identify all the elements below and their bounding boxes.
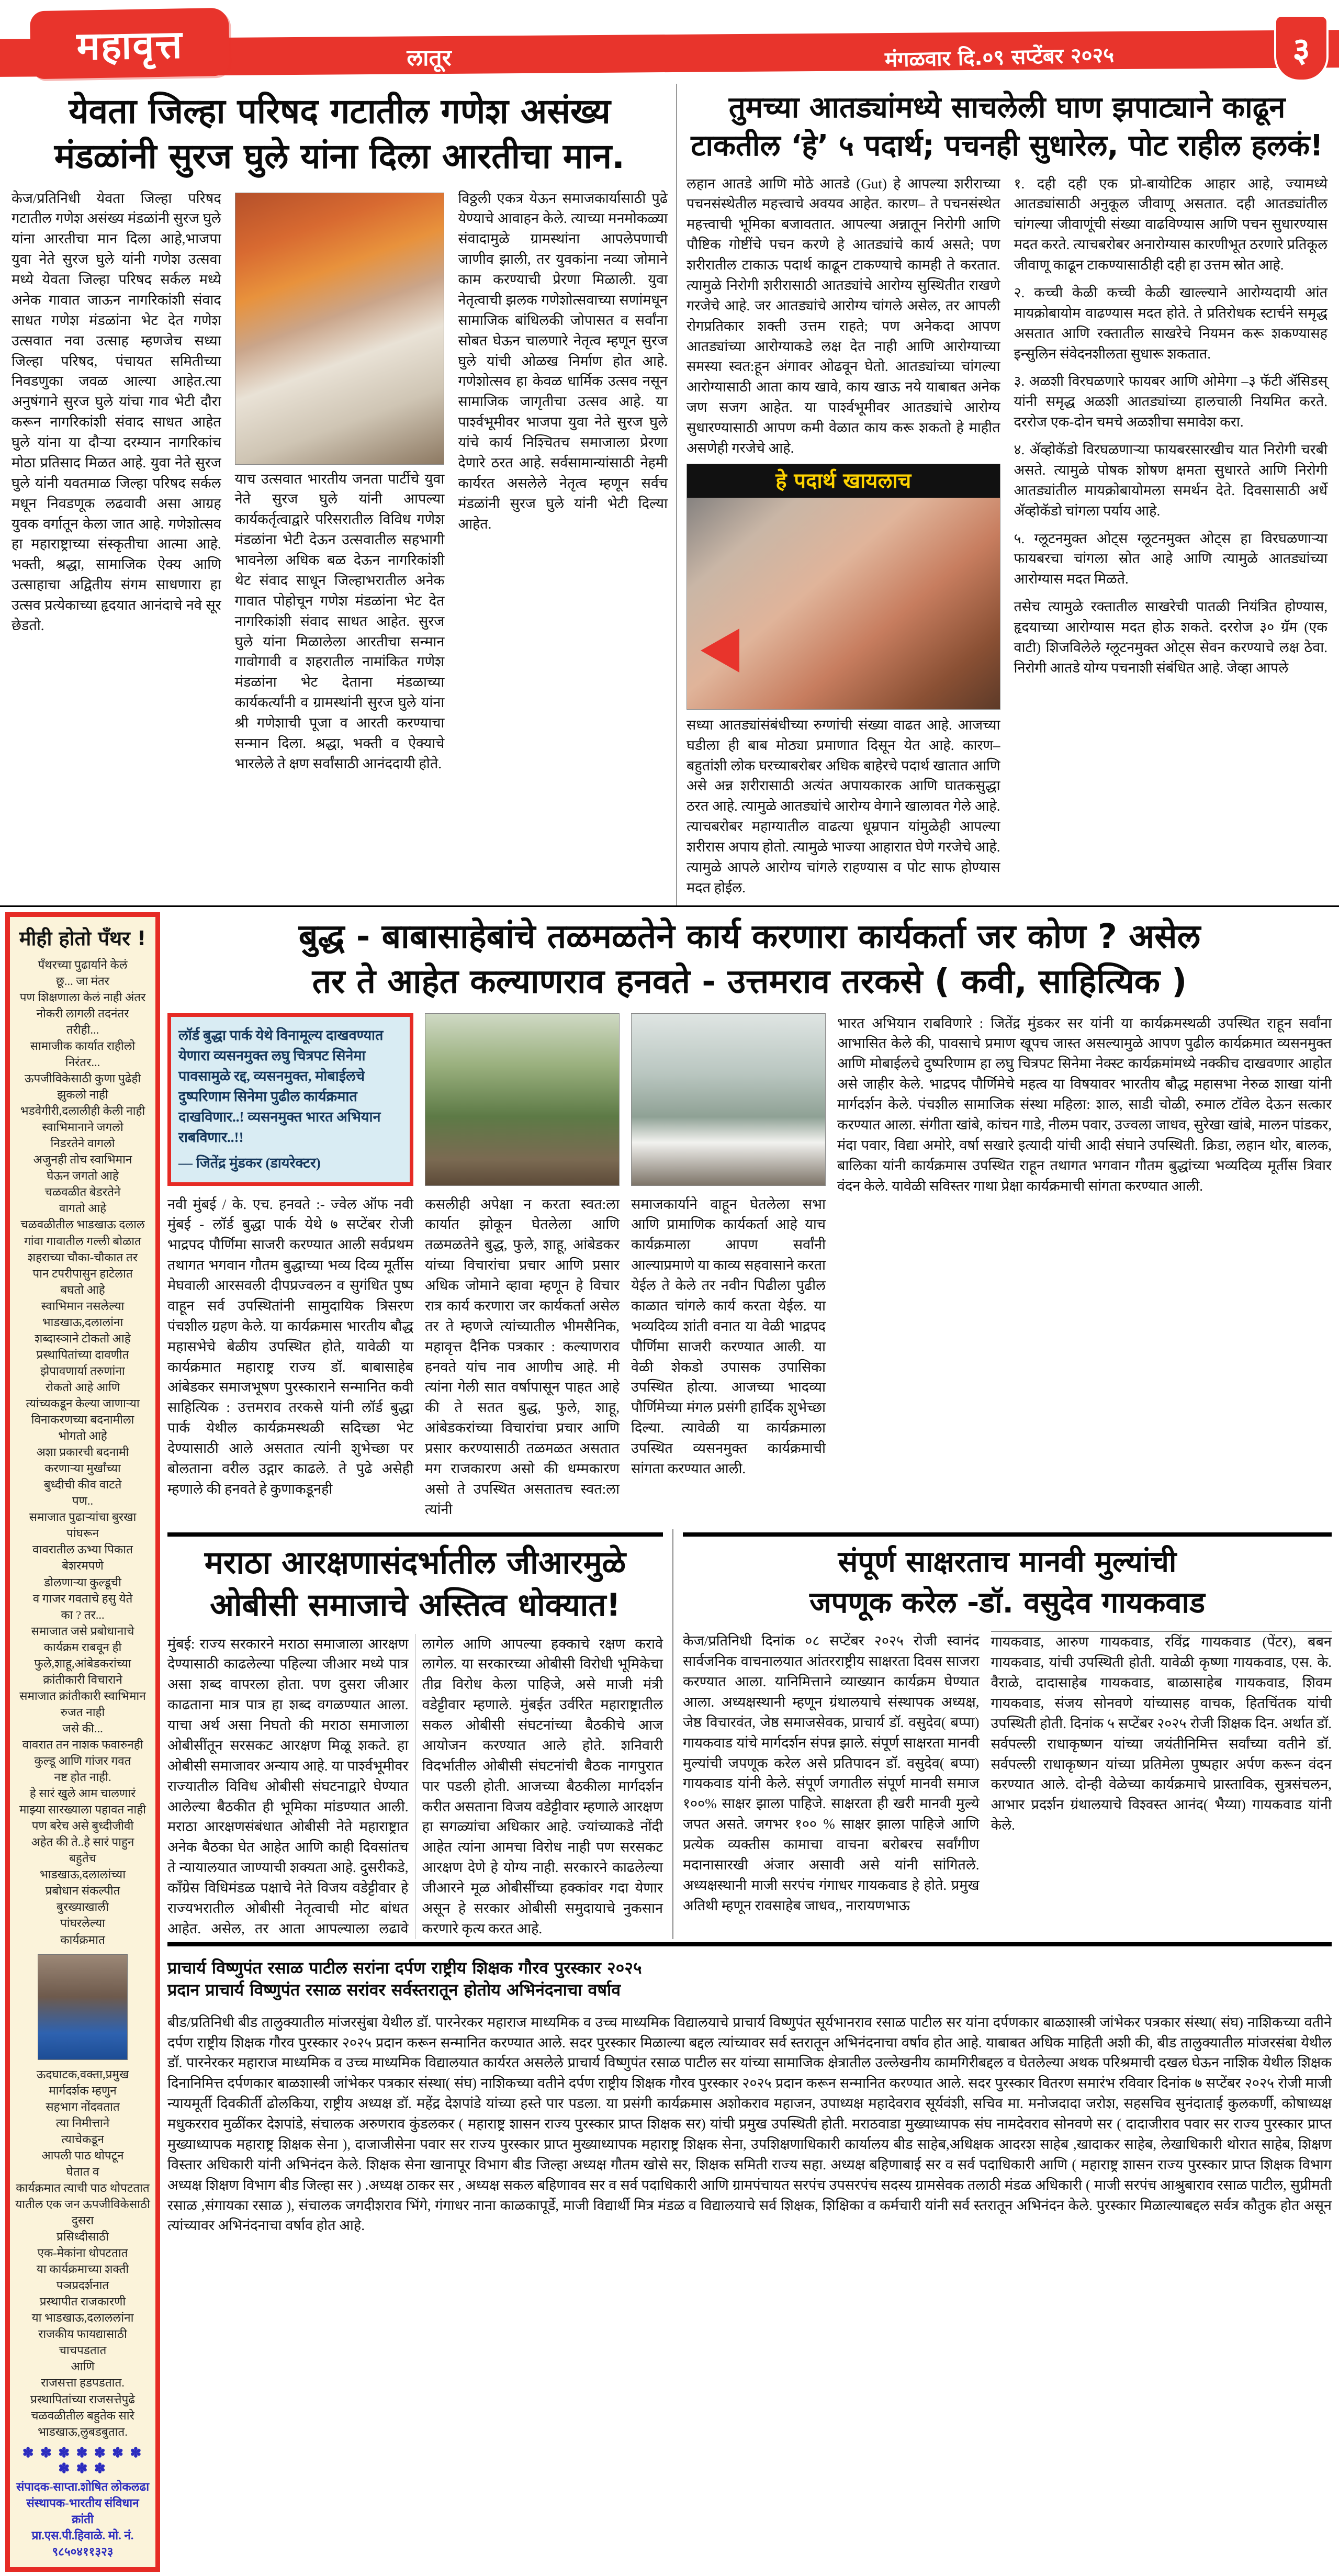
poem-lines-2: ऊदघाटक,वक्ता,प्रमुख मार्गदर्शक म्हणुन सहभाग नोंदवतात त्या निमीत्ताने त्याचेकडून आपली पाठ थोपटून घेतात व कार्यक्रमात त्याची पाठ थोपटतात यातील एक जन ऊपजीविकेसाठी दुसरा प्रसिध्दीसाठी एक-मेकांना धोपटतात या कार्यक्रमाच्या शक्ती पञप्रदर्शनात प्रस्थापीत राजकारणी या भाडखाऊ,दलाललांना राजकीय फायद्यासाठी चाचपडतात आणि राजसत्ता हडपडतात. प्रस्थापितांच्या राजसत्तेपुढे चळवळीतील बहुतेक सारे भाडखाऊ,लुबडबुतात.: [15, 2067, 150, 2438]
buddha-park-photo-2: [631, 1013, 826, 1186]
poem-footer: संपादक-साप्ता.शोषित लोकलढा संस्थापक-भारतीय संविधान क्रांती प्रा.एस.पी.हिवाळे. मो. नं. ९८५०४११३२३: [16, 2480, 150, 2558]
saksharta-body-col1: केज/प्रतिनिधी दिनांक ०८ सप्टेंबर २०२५ रोजी स्वानंद सार्वजनिक वाचनालयात आंतरराष्ट्रीय साक्षरता दिवस साजरा करण्यात आला. यानिमित्ताने व्याख्यान कार्यक्रम घेण्यात आला. अध्यक्षस्थानी म्हणून ग्रंथालयाचे संस्थापक अध्यक्ष, जेष्ठ विचारवंत, जेष्ठ समाजसेवक, प्राचार्य डॉ. वसुदेव( बप्पा) गायकवाड यांचे मार्गदर्शन संपन्न झाले. संपूर्ण साक्षरता मानवी मुल्यांची जपणूक करेल असे प्रतिपादन डॉ. वसुदेव( बप्पा) गायकवाड यांनी केले. संपूर्ण जगातील संपूर्ण मानवी समाज १००% साक्षर झाला पाहिजे. साक्षरता ही खरी मानवी मुल्ये जपत असते. जगभर १०० % साक्षर झाला पाहिजे आणि प्रत्येक व्यक्तीस कामाचा वाचना बरोबरच सर्वांगीण मदानासारखी अंजार असावी असे यांनी सांगितले. अध्यक्षस्थानी माजी सरपंच गंगाधर गायकवाड हे होते. प्रमुख अतिथी म्हणून रावसाहेब जाधव,, नारायणभाऊ: [683, 1633, 980, 1913]
poem-title: मीही होतो पँथर !: [19, 926, 147, 950]
maratha-headline: मराठा आरक्षणासंदर्भातील जीआरमुळे ओबीसी समाजाचे अस्तित्व धोक्यात!: [204, 1544, 626, 1623]
saksharta-body-col2: गायकवाड, आरुण गायकवाड, रविंद्र गायकवाड (पेंटर), बबन गायकवाड, यांची उपस्थिती होती. यावेळी कृष्णा गायकवाड, एस. के. वैराळे, दादासाहेब गायकवाड, बाळासाहेब गायकवाड, शिवम गायकवाड, संजय सोनवणे यांच्यासह वाचक, हितचिंतक यांची उपस्थिती होती. दिनांक ५ सप्टेंबर २०२५ रोजी शिक्षक दिन. अर्थात डॉ. सर्वपल्ली राधाकृष्णन यांच्या जयंतीनिमित्त सर्वांच्या वतीने डॉ. सर्वपल्ली राधाकृष्णन यांच्या प्रतिमेला पुष्पहार अर्पण करून वंदन करण्यात आले. दोन्ही वेळेच्या कार्यक्रमाचे प्रास्ताविक, सुत्रसंचलन, आभार प्रदर्शन ग्रंथालयाचे विश्वस्त आनंद( भैय्या) गायकवाड यांनी केले.: [991, 1634, 1332, 1833]
top-band: [0, 84, 1339, 907]
ganesh-mandal-photo: [235, 193, 445, 465]
buddha-headline: बुद्ध - बाबासाहेबांचे तळमळतेने कार्य करणारा कार्यकर्ता जर कोण ? असेल तर ते आहेत कल्याणराव हनवते - उत्तमराव तरकसे ( कवी, साहित्यिक ): [298, 917, 1201, 1002]
page-number-badge: [1274, 15, 1329, 82]
section-rule: [167, 1532, 663, 1537]
edition-name: लातूर: [407, 44, 452, 71]
poem-lines: पँथरच्या पुढार्याने केलं छू... जा मंतर पण शिक्षणाला केलं नाही अंतर नोकरी लागली तदनंतर तरीही... सामाजीक कार्यात राहीलो निरंतर... ऊपजीविकेसाठी कुणा पुढेही झुकलो नाही भडवेगीरी,दलालीही केली नाही स्वाभिमानाने जगलो निडरतेने वागलो अजुनही तोच स्वाभिमान घेऊन जगतो आहे चळवळीत बेडरतेने वागतो आहे चळवळीतील भाडखाऊ दलाल गांवा गावातील गल्ली बोळात शहराच्या चौका-चौकात तर पान टपरीपासुन हाटेलात बघतो आहे स्वाभिमान नसलेल्या भाडखाऊ,दलालांना शब्दास्ञाने टोकतो आहे प्रस्थापितांच्या दावणीत झेपावणार्या तरुणांना रोकतो आहे आणि त्यांच्यकडून केल्या जाणाऱ्या विनाकरणच्या बदनामीला भोगतो आहे अशा प्रकारची बदनामी करणाऱ्या मुर्खांच्या बुध्दीची कीव वाटते पण.. समाजात पुढाऱ्यांचा बुरखा पांघरून वावरातील ऊभ्या पिकात बेशरमपणे डोलणाऱ्या कुल्डूची व गाजर गवताचे हसु येते का ? तर... समाजात जसे प्रबोधानाचे कार्यक्रम राबवून ही फुले,शाहू,आंबेडकरांच्या क्रांतीकारी विचाराने समाजात क्रांतीकारी स्वाभिमान रुजत नाही जसे की... वावरात तन नाशक फवारुनही कुल्डू आणि गांजर गवत नष्ट होत नाही. हे सारं खुले आम चालणारं माझ्या सारख्याला पहावत नाही पण बरेच असे बुध्दीजीवी अहेत की ते..हे सारं पाहुन बहुतेच भाडखाऊ,दलालांच्या प्रबोधान संकल्पीत बुरख्याखाली पांघरलेल्या कार्यक्रमात: [19, 958, 147, 1946]
ganesh-body-col3: विठ्ठली एकत्र येऊन समाजकार्यासाठी पुढे येण्याचे आवाहन केले. त्याच्या मनमोकळ्या संवादामुळे ग्रामस्थांना आपलेपणाची जाणीव झाली, तर युवकांना नव्या जोमाने काम करण्याची प्रेरणा मिळाली. युवा नेतृत्वाची झलक गणेशोत्सवाच्या सणांमधून सामाजिक बांधिलकी जोपासत व सर्वांना सोबत घेऊन चालणारे नेतृत्व म्हणून सुरज घुले यांची ओळख निर्माण होत आहे. गणेशोत्सव हा केवळ धार्मिक उत्सव नसून सामाजिक जागृतीचा उत्सव आहे. या पार्श्वभूमीवर भाजपा युवा नेते सुरज घुले यांचे कार्य निश्चितच समाजाला प्रेरणा देणारे ठरत आहे. सर्वसामान्यांसाठी नेहमी कार्यरत असलेले नेतृत्व म्हणून सर्वच मंडळांनी सुरज घुले यांनी भेटी दिल्या आहेत.: [458, 190, 668, 532]
gut-points: १. दही दही एक प्रो-बायोटिक आहार आहे, ज्यामध्ये आतड्यांसाठी अनुकूल जीवाणू असतात. दही आतड्यांतील चांगल्या जीवाणूंची संख्या वाढविण्यास आणि पचन सुधारण्यास मदत करते. त्याचबरोबर अनारोग्यास कारणीभूत ठरणारे प्रतिकूल जीवाणू काढून टाकण्यासाठीही दही हा उत्तम स्रोत आहे. २. कच्ची केळी कच्ची केळी खाल्ल्याने आरोग्यदायी आंत मायक्रोबायोम वाढण्यास मदत होते. ते प्रतिरोधक स्टार्चने समृद्ध असतात आणि रक्तातील साखरेचे नियमन करू शकण्यासह इन्सुलिन संवेदनशीलता सुधारू शकतात. ३. अळशी विरघळणारे फायबर आणि ओमेगा –३ फॅटी ॲसिडस् यांनी समृद्ध अळशी आतड्यांच्या हालचाली नियमित करते. दररोज एक-दोन चमचे अळशीचा समावेश करा. ४. ॲव्होकॅडो विरघळणाऱ्या फायबरसारखीच यात निरोगी चरबी असते. त्यामुळे पोषक शोषण क्षमता सुधारते आणि निरोगी आतड्यांतील मायक्रोबायोमला समर्थन देते. दिवसासाठी अर्धे ॲव्होकॅडो चांगला पर्याय आहे. ५. ग्लूटनमुक्त ओट्स ग्लूटनमुक्त ओट्स हा विरघळणाऱ्या फायबरचा चांगला स्रोत आहे आणि त्यामुळे आतड्यांच्या आरोग्यास मदत मिळते.: [1014, 175, 1327, 587]
announcement-box: [167, 1013, 413, 1186]
masthead: [0, 0, 1339, 84]
gut-headline: तुमच्या आतड्यांमध्ये साचलेली घाण झपाट्याने काढून टाकतील ‘हे’ ५ पदार्थ; पचनही सुधारेल, पोट राहील हलकं!: [691, 91, 1323, 163]
rasal-body: बीड/प्रतिनिधी बीड तालुक्यातील मांजरसुंबा येथील डॉ. पारनेरकर महाराज माध्यमिक व उच्च माध्यमिक विद्यालयाचे प्राचार्य विष्णुपंत सूर्यभानराव रसाळ पाटील सर यांना दर्पणकार बाळशास्त्री जांभेकर पत्रकार संस्था( संघ) नाशिकच्या वतीने दर्पण राष्ट्रीय शिक्षक गौरव पुरस्कार २०२५ प्रदान करून सन्मानित करण्यात आले. सदर पुरस्कार मिळाल्या बद्दल त्यांच्यावर सर्व स्तरातून अभिनंदनाचा वर्षाव होत आहे. याबाबत अधिक माहिती अशी की, बीड तालुक्यातील मांजरसंबा येथील डॉ. पारनेरकर महाराज माध्यमिक व उच्च माध्यमिक विद्यालयात कार्यरत असलेले प्राचार्य विष्णुपंत रसाळ पाटील सर यांच्या सामाजिक क्षेत्रातील उल्लेखनीय कामगिरीबद्दल व घेतलेल्या अथक परिश्रमाची दखल घेऊन नाशिक येथील शिक्षक दिनानिमित्त दर्पणकार बाळशास्त्री जांभेकर पत्रकार संस्था( संघ) नाशिकच्या वतीने दर्पण राष्ट्रीय शिक्षक गौरव पुरस्कार २०२५ प्रदान करून सन्मानित करण्यात आले. सदर पुरस्कार वितरण समारंभ रविवार दिनांक ७ सप्टेंबर २०२५ रोजी माजी न्यायमूर्ती दिवकीर्ती ढोलकिया, राष्ट्रीय अध्यक्ष डॉ. महेंद्र देशपांडे यांच्या हस्ते पार पडला. या प्रसंगी कार्यक्रमास अशोकराव महाजन, उपाध्यक्ष महादेवराव सूर्यवंशी, सचिव मा. मनोजदादा जरोश, सहसचिव सुनंदाताई कुलकर्णी, कोषाध्यक्ष मधुकरराव मुळींकर देशपांडे, संचालक अरुणराव कुंडलकर ( महाराष्ट्र शासन राज्य पुरस्कार प्राप्त शिक्षक सर) यांची प्रमुख उपस्थिती होती. मराठवाडा मुख्याध्यापक संघ नामदेवराव सोनवणे सर ( दादाजीराव पवार सर राज्य पुरस्कार प्राप्त मुख्याध्यापक महाराष्ट्र शिक्षक सेना ), दाजाजीसेना पवार सर राज्य पुरस्कार प्राप्त मुख्याध्यापक महाराष्ट्र शिक्षक सेना, उपशिक्षणाधिकारी कार्यालय बीड साहेब,अधिक्षक आदरश साहेब ,खादाकर साहेब, लेखाधिकारी थोरात साहेब, शिक्षण विस्तार अधिकारी यांनी अभिनंदन केले. शिक्षक सेना खानापूर विभाग बीड जिल्हा अध्यक्ष गौतम खोसे सर, शिक्षक समिती राज्य सहा. अध्यक्ष बहिणाबाई सर व सर्व पदाधिकारी आणि ( महाराष्ट्र शासन राज्य पुरस्कार प्राप्त शिक्षक विभाग अध्यक्ष शिक्षण विभाग बीड जिल्हा सर ) .अध्यक्ष ठाकर सर , अध्यक्ष सकल बहिणावव सर व सर्व पदाधिकारी आणि ग्रामपंचायत सरपंच उपसरपंच सदस्य ग्रामसेवक तलाठी मंडळ अधिकारी ( माजी सरपंच आश्रुबाराव रसाळ पाटील, सुप्रीमती रसाळ ,संगायका रसाळ ), संचालक जगदीशराव भिंगे, गंगाधर नाना काळकापूर्डे, माजी विद्यार्थी मित्र मंडळ व विद्यालयाचे सर्व शिक्षक, शिक्षिका व कर्मचारी यांनी सर्व स्तरातून अभिनंदन केले. पुरस्कार मिळाल्याबद्दल सर्वत्र कौतुक होत असून त्यांच्यावर अभिनंदनाचा वर्षाव होत आहे.: [167, 2014, 1332, 2234]
gut-lead: लहान आतडे आणि मोठे आतडे (Gut) हे आपल्या शरीराच्या पचनसंस्थेतील महत्त्वाचे अवयव आहेत. कारण– ते पचनसंस्थेत महत्त्वाची भूमिका बजावतात. आपल्या अन्नातून निरोगी आणि पौष्टिक गोष्टींचे पचन करणे हे आतड्यांचे कार्य असते; पण शरीरातील टाकाऊ पदार्थ काढून टाकण्याचे कामही ते करतात. त्यामुळे निरोगी शरीरासाठी आतड्यांचे आरोग्य सुस्थितीत राखणे गरजेचे आहे. जर आतड्यांचे आरोग्य चांगले असेल, तर आपली रोगप्रतिकार शक्ती उत्तम राहते; पण अनेकदा आपण आतड्यांच्या आरोग्याकडे लक्ष देत नाही आणि आरोग्याच्या समस्या स्वत:हून अंगावर ओढवून घेतो. आतड्यांच्या चांगल्या आरोग्यासाठी आता काय खावे, काय खाऊ नये याबाबत अनेक जण सजग आहेत. या पार्श्वभूमीवर आतड्यांचे आरोग्य सुधारण्यासाठी आपण कमी वेळात काय करू शकतो हे माहीत असणेही गरजेचे आहे.: [687, 175, 1000, 456]
main-area: [0, 907, 1339, 2576]
rasal-headline: प्राचार्य विष्णुपंत रसाळ पाटील सरांना दर्पण राष्ट्रीय शिक्षक गौरव पुरस्कार २०२५ प्रदान प्राचार्य विष्णुपंत रसाळ सरांवर सर्वस्तरातून होतोय अभिनंदनाचा वर्षाव: [167, 1958, 642, 2000]
announcement-text: लॉर्ड बुद्धा पार्क येथे विनामूल्य दाखवण्यात येणारा व्यसनमुक्त लघु चित्रपट सिनेमा पावसामुळे रद्द, व्यसनमुक्त, मोबाईलचे दुष्परिणाम सिनेमा पुढील कार्यक्रमात दाखविणार..! व्यसनमुक्त भारत अभियान राबविणार..!!: [178, 1027, 384, 1146]
star-divider: ✽ ✽ ✽ ✽ ✽ ✽ ✽ ✽ ✽ ✽: [22, 2445, 143, 2476]
article-saksharta: [672, 1529, 1332, 1939]
lower-band: [167, 1529, 1332, 1939]
ganesh-body-col1: केज/प्रतिनिधी येवता जिल्हा परिषद गटातील गणेश असंख्य मंडळांनी सुरज घुले यांना आरतीचा मान दिला आहे,भाजपा युवा नेते सुरज घुले यांनी गणेश उत्सवा मध्ये येवता जिल्हा परिषद सर्कल मध्ये अनेक गावात जाऊन नागरिकांशी संवाद साधत गणेश मंडळांना भेट देत गणेश उत्सवात नवा उत्साह म्हणजेच सध्या जिल्हा परिषद, पंचायत समितीच्या निवडणुका जवळ आल्या आहेत.त्या अनुषंगाने सुरज घुले यांचा गाव भेटी दौरा करून नागरिकांशी संवाद साधत आहेत घुले यांना या दौऱ्या दरम्यान नागरिकांच मोठा प्रतिसाद मिळत आहे. युवा नेते सुरज घुले यांनी यवतमाळ जिल्हा परिषद सर्कल मधून निवडणूक लढवावी असा आग्रह युवक वर्गातून केला जात आहे. गणेशोत्सव हा महाराष्ट्राच्या संस्कृतीचा आत्मा आहे. भक्ती, श्रद्धा, सामाजिक ऐक्य आणि उत्साहाचा अद्वितीय संगम साधणारा हा उत्सव प्रत्येकाच्या हृदयात आनंदाचे नवे सूर छेडतो.: [12, 190, 221, 633]
content-column: [162, 907, 1339, 2576]
section-rule: [167, 1942, 1332, 1946]
date-line: मंगळवार दि.०९ सप्टेंबर २०२५: [884, 43, 1115, 72]
article-maratha-reservation: [167, 1529, 672, 1939]
paper-name: महावृत्त: [76, 21, 184, 69]
buddha-park-photo-1: [425, 1013, 620, 1186]
article-ganesh-mandal: [0, 84, 676, 905]
ganesh-body-col2: याच उत्सवात भारतीय जनता पार्टीचे युवा नेते सुरज घुले यांनी आपल्या कार्यकर्तृत्वाद्वारे परिसरातील विविध गणेश मंडळांना भेटी देऊन उत्सवातील सहभागी भावनेला अधिक बळ देऊन नागरिकांशी थेट संवाद साधून जिल्हाभरातील अनेक गावात पोहोचून गणेश मंडळांना भेट देत नागरिकांशी संवाद साधत आहेत. सुरज घुले यांना मिळालेला आरतीचा सन्मान गावोगावी व शहरातील नामांकित गणेश मंडळांना भेट देताना मंडळाच्या कार्यकर्त्यांनी व ग्रामस्थांनी सुरज घुले यांना श्री गणेशाची पूजा व आरती करण्याचा सन्मान दिला. श्रद्धा, भक्ती व ऐक्याचे भारलेले ते क्षण सर्वांसाठी आनंददायी होते.: [234, 471, 445, 771]
buddha-body-col2: कसलीही अपेक्षा न करता स्वत:ला कार्यात झोकून घेतलेला आणि तळमळतेने बुद्ध, फुले, शाहू, आंबेडकर यांच्या विचारांचा प्रचार आणि प्रसार अधिक जोमाने व्हावा म्हणून हे विचार रात्र कार्य करणारा जर कार्यकर्ता असेल तर ते म्हणजे त्यांच्यातील भीमसैनिक, महावृत्त दैनिक पत्रकार : कल्याणराव हनवते यांच नाव आणीच आहे. मी त्यांना गेली सात वर्षापासून पाहत आहे की ते सतत बुद्ध, फुले, शाहू, आंबेडकरांच्या विचारांचा प्रचार आणि प्रसार करण्यासाठी तळमळत असतात मग राजकारण असो की धम्मकारण असो ते उपस्थित असतातच स्वत:ला त्यांनी: [425, 1196, 620, 1517]
article-buddha-park: [167, 914, 1332, 1520]
section-rule: [683, 1532, 1332, 1537]
poem-sidebar: [5, 912, 160, 2572]
paper-logo: [30, 8, 230, 80]
gut-illustration-photo: [687, 464, 1000, 710]
buddha-body-col3: समाजकार्याने वाहून घेतलेला सभा आणि प्रामाणिक कार्यकर्ता आहे याच कार्यक्रमाला आपण सर्वांनी आल्याप्रमाणे या काव्य सहवासाने करता येईल ते केले तर नवीन पिढीला पुढील काळात चांगले कार्य करता येईल. या भव्यदिव्य शांती वनात या वेळी भाद्रपद पौर्णिमा साजरी करण्यात आली. या वेळी शेकडो उपासक उपासिका उपस्थित होत्या. आजच्या भादव्या पौर्णिमेच्या मंगल प्रसंगी हार्दिक शुभेच्छा दिल्या. त्यावेळी या कार्यक्रमाला उपस्थित व्यसनमुक्त कार्यक्रमाची सांगता करण्यात आली.: [631, 1196, 826, 1476]
gut-closing: तसेच त्यामुळे रक्तातील साखरेची पातळी नियंत्रित होण्यास, हृदयाच्या आरोग्यास मदत होऊ शकते. दररोज ३० ग्रॅम (एक वाटी) शिजविलेले ग्लूटनमुक्त ओट्स सेवन करण्याचे लक्ष ठेवा. निरोगी आतडे योग्य पचनाशी संबंधित आहे. जेव्हा आपले: [1014, 599, 1327, 676]
maratha-body: मुंबई: राज्य सरकारने मराठा समाजाला आरक्षण देण्यासाठी काढलेल्या पहिल्या जीआर मध्ये पात्र असा शब्द वापरला होता. पण दुसरा जीआर काढताना मात्र पात्र हा शब्द वगळण्यात आला. याचा अर्थ असा निघतो की मराठा समाजाला ओबीसींतून सरसकट आरक्षण मिळू शकते. हा ओबीसी समाजावर अन्याय आहे. या पार्श्वभूमीवर राज्यातील विविध ओबीसी संघटनाद्वारे घेण्यात आलेल्या बैठकीत ही भूमिका मांडण्यात आली. मराठा आरक्षणसंबंधात ओबीसी नेते महाराष्ट्रात अनेक बैठका घेत आहेत आणि काही दिवसांतच ते न्यायालयात जाण्याची शक्यता आहे. दुसरीकडे, काँग्रेस विधिमंडळ पक्षाचे नेते विजय वडेट्टीवार हे राज्यभरातील ओबीसी नेतृत्वाची मोट बांधत आहेत. असेल, तर आता आपल्याला लढावे लागेल आणि आपल्या हक्काचे रक्षण करावे लागेल. या सरकारच्या ओबीसी विरोधी भूमिकेचा तीव्र विरोध केला पाहिजे, असे माजी मंत्री वडेट्टीवार म्हणाले. मुंबईत उर्वरित महाराष्ट्रातील सकल ओबीसी संघटनांच्या बैठकीचे आज आयोजन करण्यात आले होते. शनिवारी विदर्भातील ओबीसी संघटनांची बैठक नागपुरात पार पडली होती. आजच्या बैठकीला मार्गदर्शन करीत असताना विजय वडेट्टीवार म्हणाले आरक्षण हा सगळ्यांचा अधिकार आहे. ज्यांच्याकडे नोंदी आहेत त्यांना आमचा विरोध नाही पण सरसकट आरक्षण देणे हे योग्य नाही. सरकारने काढलेल्या जीआरने मूळ ओबीसींच्या हक्कांवर गदा येणार असून हे सरकार ओबीसी समुदायाचे नुकसान करणारे कृत्य करत आहे.: [167, 1636, 663, 1936]
announcement-byline: –– जितेंद्र मुंडकर (डायरेक्टर): [178, 1155, 321, 1171]
gut-middle: सध्या आतड्यांसंबंधीच्या रुग्णांची संख्या वाढत आहे. आजच्या घडीला ही बाब मोठ्या प्रमाणात दिसून येत आहे. कारण– बहुतांशी लोक घरच्याबरोबर अधिक बाहेरचे पदार्थ खातात आणि असे अन्न शरीरासाठी अत्यंत अपायकारक आणि घातकसुद्धा ठरत आहे. त्यामुळे आतड्यांचे आरोग्य वेगाने खालावत गेले आहे. त्याचबरोबर महाग्यातील वाढत्या धूम्रपान यांमुळेही आपल्या शरीरास अपाय होतो. त्यामुळे भाज्या आहारात घेणे गरजेचे आहे. त्यामुळे आपले आरोग्य चांगले राहण्यास व पोट साफ होण्यास मदत होईल.: [687, 716, 1000, 895]
article-gut-health: [677, 84, 1339, 905]
red-arrow-icon: [701, 629, 739, 673]
buddha-body-col1: नवी मुंबई / के. एच. हनवते :- ज्वेल ऑफ नवी मुंबई - लॉर्ड बुद्धा पार्क येथे ७ सप्टेंबर रोजी भाद्रपद पौर्णिमा साजरी करण्यात आली सर्वप्रथम तथागत भगवान गौतम बुद्धाच्या भव्य दिव्य मूर्तीस मेघवाली आरसवली दीपप्रज्वलन व सुगंधित पुष्प वाहून सर्व उपस्थितांनी सामुदायिक त्रिसरण पंचशील ग्रहण केले. या कार्यक्रमास भारतीय बौद्ध महासभेचे बेळीय उपस्थित होते, यावेळी या कार्यक्रमात महाराष्ट्र राज्य डॉ. बाबासाहेब आंबेडकर समाजभूषण पुरस्काराने सन्मानित कवी साहित्यिक : उत्तमराव तरकसे यांनी लॉर्ड बुद्धा पार्क येथील कार्यक्रमस्थळी सदिच्छा भेट देण्यासाठी आले असतात त्यांनी शुभेच्छा पर बोलताना वरील उद्गार काढले. ते पुढे असेही म्हणाले की हनवते हे कुणाकडूनही: [167, 1196, 413, 1497]
page-number: ३: [1292, 30, 1310, 70]
article-rasal-award: [167, 1942, 1332, 2236]
saksharta-headline: संपूर्ण साक्षरताच मानवी मुल्यांची जपणूक करेल -डॉ. वसुदेव गायकवाड: [809, 1544, 1205, 1620]
buddha-body-col4: भारत अभियान राबविणारे : जितेंद्र मुंडकर सर यांनी या कार्यक्रमस्थळी उपस्थित राहून सर्वांना आभासित केले की, पावसाचे प्रमाण खूपच जास्त असल्यामुळे आपण पुढील कार्यक्रमात व्यसनमुक्त आणि मोबाईलचे दुष्परिणाम हा लघु चित्रपट सिनेमा नेक्स्ट कार्यक्रमांमध्ये नक्कीच दाखवणार आहोत असे जाहीर केले. भाद्रपद पौर्णिमेचे महत्व या विषयावर भारतीय बौद्ध महासभा नेरुळ शाखा यांनी मार्गदर्शन केले. पंचशील सामाजिक संस्था महिला: शाल, साडी चोळी, रुमाल टॉवेल देऊन सत्कार करण्यात आला. संगीता खांबे, कांचन गाडे, नीलम पवार, उज्वला जाधव, सुरेखा खांबे, मालन पांडकर, मंदा पवार, विद्या अमोरे, वर्षा सखारे इत्यादी यांची आदी संघाने उपस्थिती. क्रिडा, लहान थोर, बालक, बालिका यांनी कार्यक्रमास उपस्थित राहून तथागत भगवान गौतम बुद्धांच्या भव्यदिव्य मूर्तीस त्रिवार वंदन केले. यावेळी सविस्तर गाथा प्रेक्षा कार्यक्रमाची सांगता करण्यात आली.: [837, 1015, 1332, 1194]
gut-photo-caption: हे पदार्थ खायलाच: [687, 464, 1000, 498]
poet-photo: [38, 1954, 128, 2060]
ganesh-headline: येवता जिल्हा परिषद गटातील गणेश असंख्य मंडळांनी सुरज घुले यांना दिला आरतीचा मान.: [54, 91, 625, 176]
